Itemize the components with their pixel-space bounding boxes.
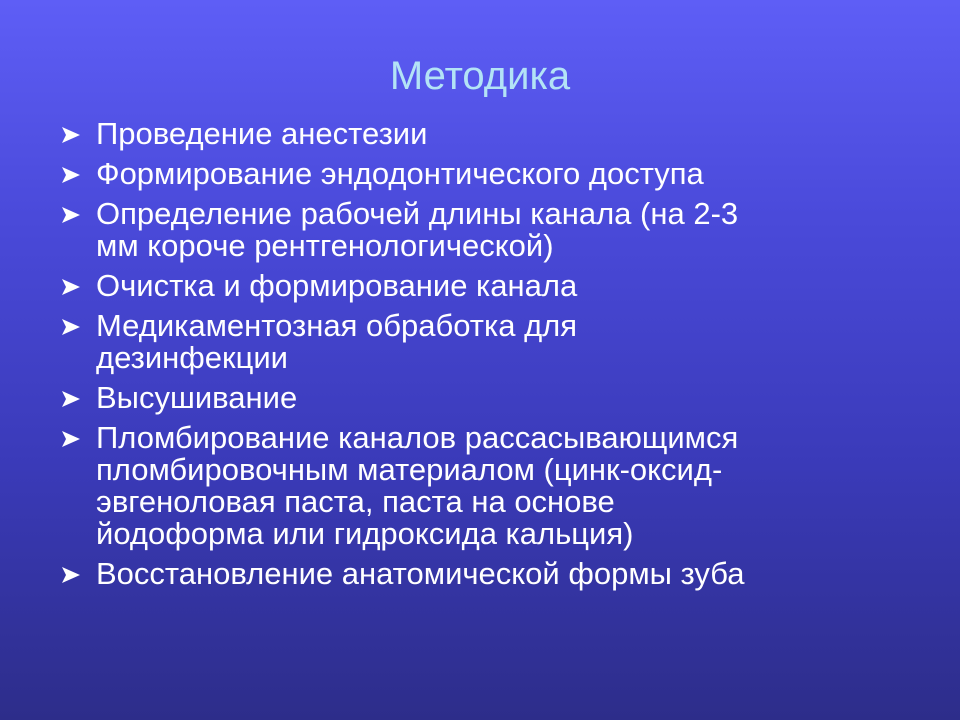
arrowhead-bullet-icon [60, 382, 96, 409]
list-item-text [96, 198, 738, 262]
list-item-text [96, 422, 738, 550]
list-item [60, 382, 900, 414]
list-item-line: Очистка и формирование канала [96, 268, 578, 303]
list-item-line: Пломбирование каналов рассасывающимся [96, 420, 739, 455]
list-item-line: Проведение анестезии [96, 116, 428, 151]
list-item-text [96, 310, 577, 374]
list-item-text [96, 158, 704, 190]
list-item-line: мм короче рентгенологической) [96, 228, 554, 263]
list-item-text [96, 558, 745, 590]
list-item-line: Восстановление анатомической формы зуба [96, 556, 745, 591]
slide-title: Методика [389, 54, 571, 98]
list-item-line: эвгеноловая паста, паста на основе [96, 484, 615, 519]
list-item-line: дезинфекции [96, 340, 288, 375]
arrowhead-bullet-icon [60, 118, 96, 145]
arrowhead-bullet-icon [60, 558, 96, 585]
list-item [60, 118, 900, 150]
list-item [60, 198, 900, 262]
list-item-line: йодоформа или гидроксида кальция) [96, 516, 634, 551]
list-item [60, 310, 900, 374]
arrowhead-bullet-icon [60, 158, 96, 185]
bullet-list [60, 118, 900, 598]
list-item-line: Медикаментозная обработка для [96, 308, 578, 343]
list-item [60, 422, 900, 550]
arrowhead-bullet-icon [60, 270, 96, 297]
arrowhead-bullet-icon [60, 310, 96, 337]
list-item-text [96, 118, 427, 150]
list-item-text [96, 382, 297, 414]
arrowhead-bullet-icon [60, 422, 96, 449]
arrowhead-bullet-icon [60, 198, 96, 225]
list-item-line: Высушивание [96, 380, 298, 415]
list-item-line: пломбировочным материалом (цинк-оксид- [96, 452, 723, 487]
list-item [60, 270, 900, 302]
list-item [60, 558, 900, 590]
list-item-line: Формирование эндодонтического доступа [96, 156, 704, 191]
list-item-text [96, 270, 577, 302]
list-item [60, 158, 900, 190]
list-item-line: Определение рабочей длины канала (на 2-3 [96, 196, 739, 231]
